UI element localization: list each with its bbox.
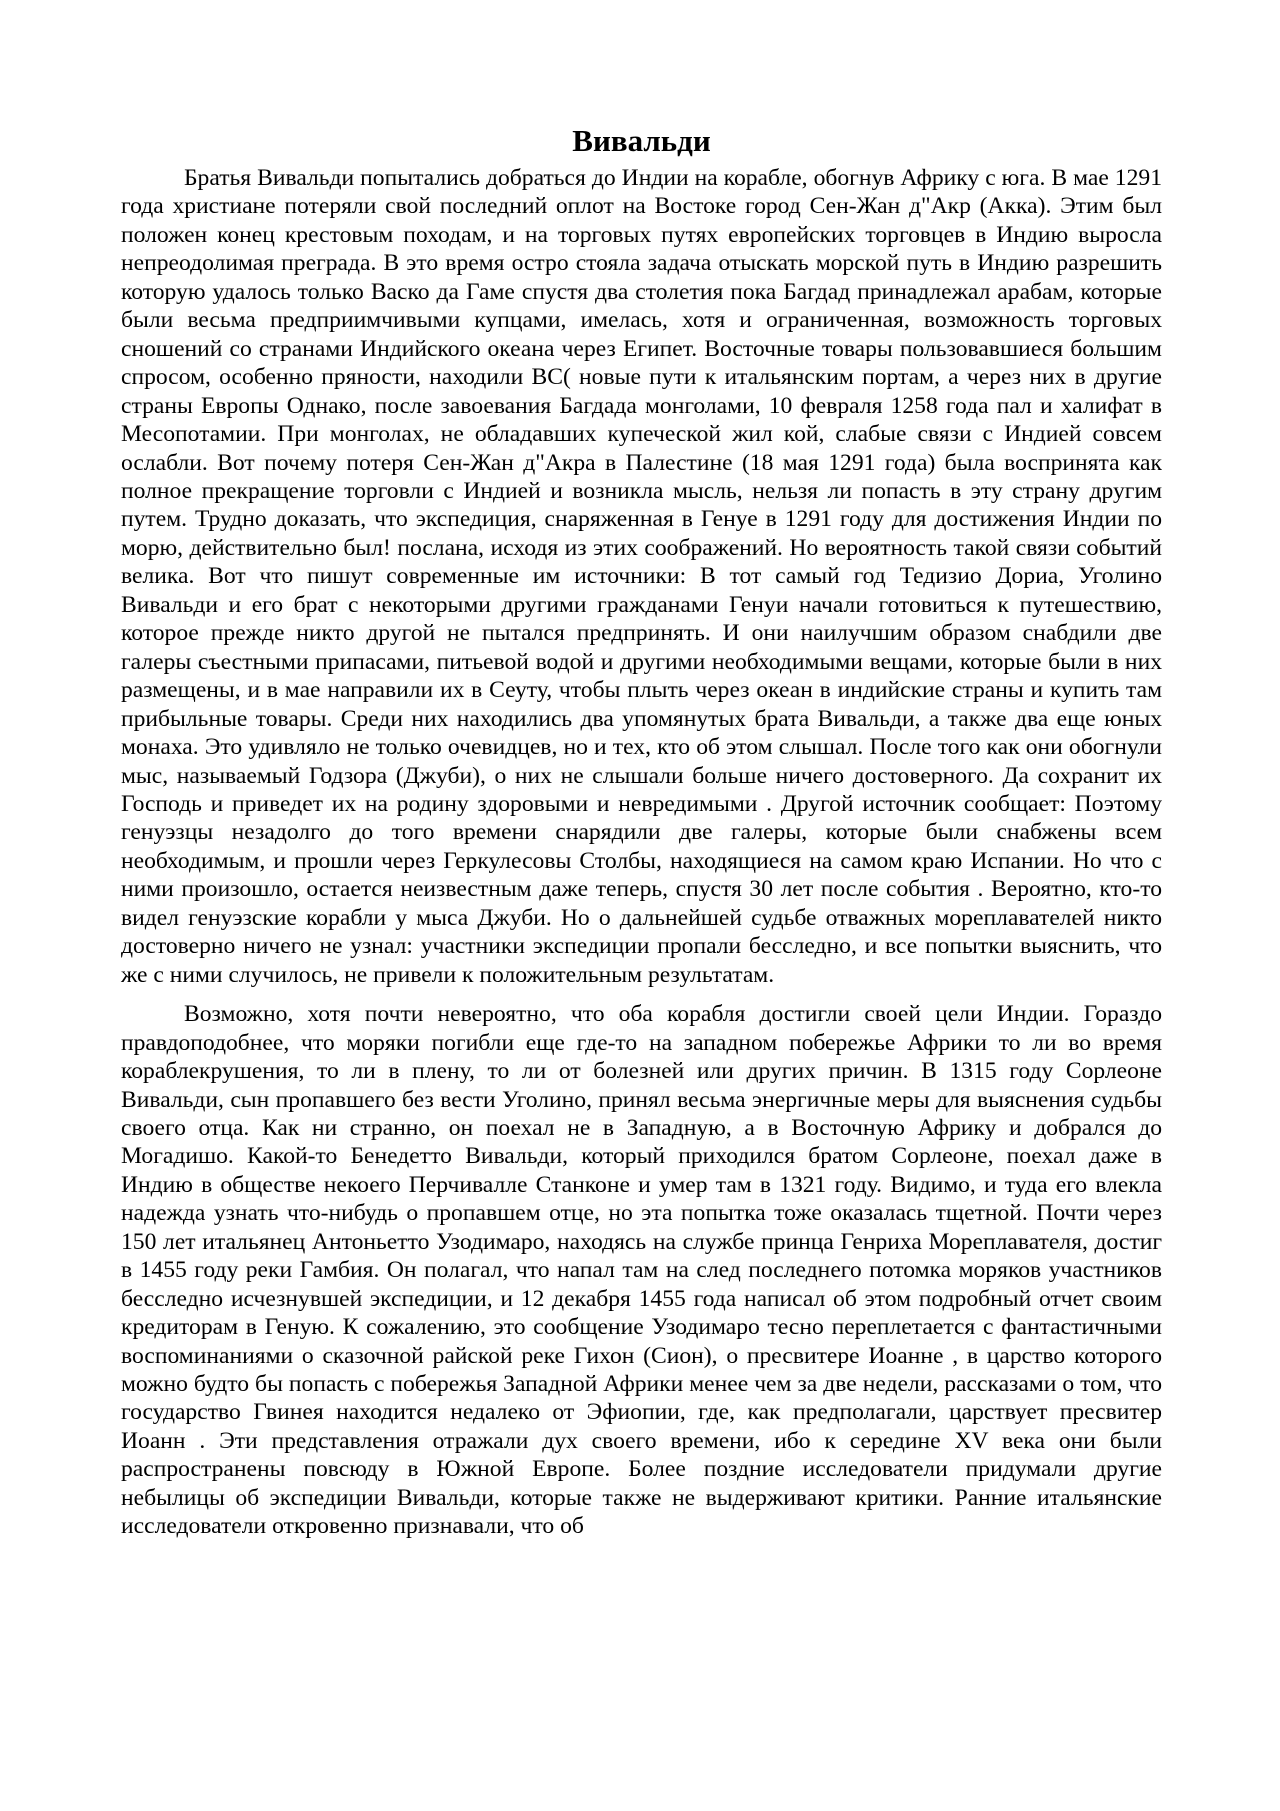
document-title: Вивальди [572,123,711,158]
document-paragraph-2: Возможно, хотя почти невероятно, что оба корабля достигли своей цели Индии. Гораздо правдоподобнее, что моряки погибли еще где-то на западном побережье Африки то ли во время кораблекрушения, то ли в плену, то ли от болезней или других причин. В 1315 году Сорлеоне Вивальди, сын пропавшего без вести Уголино, принял весьма энергичные меры для выяснения судьбы своего отца. Как ни странно, он поехал не в Западную, а в Восточную Африку и добрался до Могадишо. Какой-то Бенедетто Вивальди, который приходился братом Сорлеоне, поехал даже в Индию в обществе некоего Перчивалле Станконе и умер там в 1321 году. Видимо, и туда его влекла надежда узнать что-нибудь о пропавшем отце, но эта попытка тоже оказалась тщетной. Почти через 150 лет итальянец Антоньетто Узодимаро, находясь на службе принца Генриха Мореплавателя, достиг в 1455 году реки Гамбия. Он полагал, что напал там на след последнего потомка моряков участников бесследно исчезнувшей экспедиции, и 12 декабря 1455 года написал об этом подробный отчет своим кредиторам в Геную. К сожалению, это сообщение Узодимаро тесно переплетается с фантастичными воспоминаниями о сказочной райской реке Гихон (Сион), о пресвитере Иоанне , в царство которого можно будто бы попасть с побережья Западной Африки менее чем за две недели, рассказами о том, что государство Гвинея находится недалеко от Эфиопии, где, как предполагали, царствует пресвитер Иоанн . Эти представления отражали дух своего времени, ибо к середине XV века они были распространены повсюду в Южной Европе. Более поздние исследователи придумали другие небылицы об экспедиции Вивальди, которые также не выдерживают критики. Ранние итальянские исследователи откровенно признавали, что об [121,1001,1162,1540]
document-paragraph-1: Братья Вивальди попытались добраться до Индии на корабле, обогнув Африку с юга. В мае 1291 года христиане потеряли свой последний оплот на Востоке город Сен-Жан д"Акр (Акка). Этим был положен конец крестовым походам, и на торговых путях европейских торговцев в Индию выросла непреодолимая преграда. В это время остро стояла задача отыскать морской путь в Индию разрешить которую удалось только Васко да Гаме спустя два столетия пока Багдад принадлежал арабам, которые были весьма предприимчивыми купцами, имелась, хотя и ограниченная, возможность торговых сношений со странами Индийского океана через Египет. Восточные товары пользовавшиеся большим спросом, особенно пряности, находили ВС( новые пути к итальянским портам, а через них в другие страны Европы Однако, после завоевания Багдада монголами, 10 февраля 1258 года пал и халифат в Месопотамии. При монголах, не обладавших купеческой жил кой, слабые связи с Индией совсем ослабли. Вот почему потеря Сен-Жан д"Акра в Палестине (18 мая 1291 года) была воспринята как полное прекращение торговли с Индией и возникла мысль, нельзя ли попасть в эту страну другим путем. Трудно доказать, что экспедиция, снаряженная в Генуе в 1291 году для достижения Индии по морю, действительно был! послана, исходя из этих соображений. Но вероятность такой связи событий велика. Вот что пишут современные им источники: В тот самый год Тедизио Дориа, Уголино Вивальди и его брат с некоторыми другими гражданами Генуи начали готовиться к путешествию, которое прежде никто другой не пытался предпринять. И они наилучшим образом снабдили две галеры съестными припасами, питьевой водой и другими необходимыми вещами, которые были в них размещены, и в мае направили их в Сеуту, чтобы плыть через океан в индийские страны и купить там прибыльные товары. Среди них находились два упомянутых брата Вивальди, а также два еще юных монаха. Это удивляло не только очевидцев, но и тех, кто об этом слышал. После того как они обогнули мыс, называемый Годзора (Джуби), о них не слышали больше ничего достоверного. Да сохранит их Господь и приведет их на родину здоровыми и невредимыми . Другой источник сообщает: Поэтому генуэзцы незадолго до того времени снарядили две галеры, которые были снабжены всем необходимым, и прошли через Геркулесовы Столбы, находящиеся на самом краю Испании. Но что с ними произошло, остается неизвестным даже теперь, спустя 30 лет после события . Вероятно, кто-то видел генуэзские корабли у мыса Джуби. Но о дальнейшей судьбе отважных мореплавателей никто достоверно ничего не узнал: участники экспедиции пропали бесследно, и все попытки выяснить, что же с ними случилось, не привели к положительным результатам. [121,165,1162,988]
